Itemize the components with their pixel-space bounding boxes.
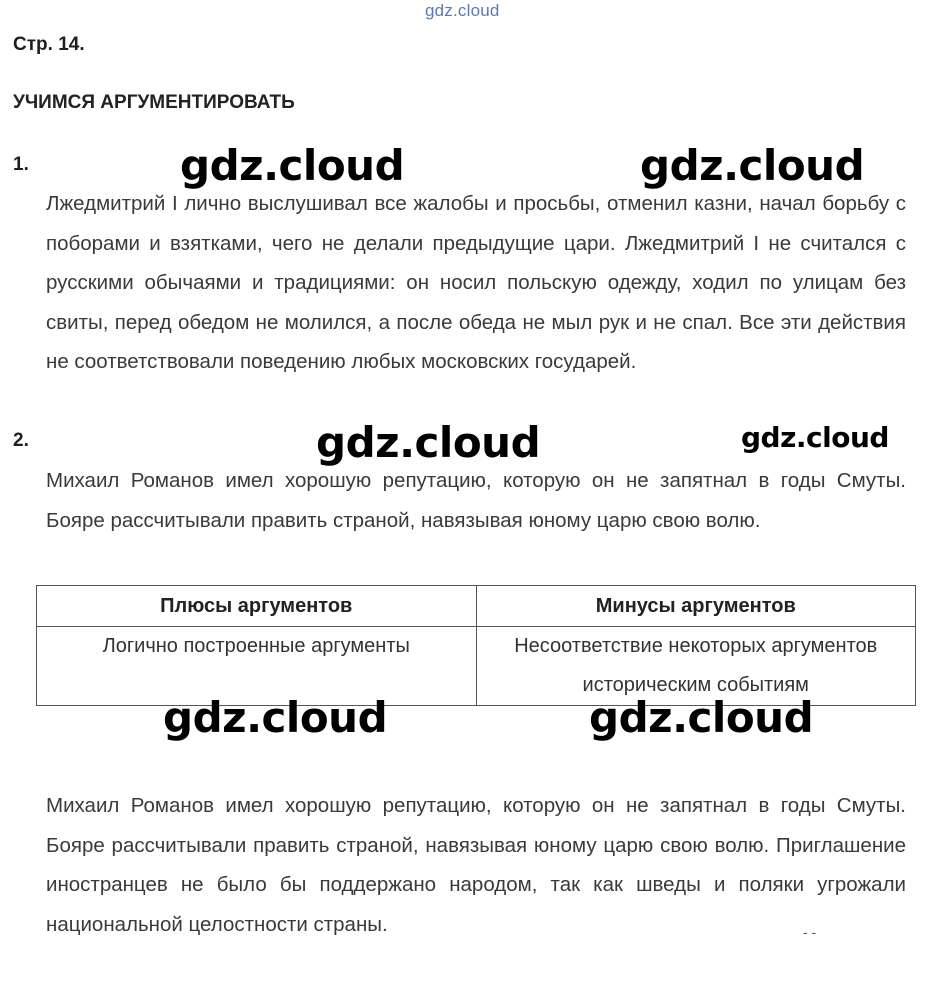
- footer-marks: - -: [803, 924, 817, 940]
- task-2-number: 2.: [13, 430, 29, 451]
- watermark: gdz.cloud: [741, 421, 889, 454]
- watermark: gdz.cloud: [180, 141, 405, 190]
- cons-cell: Несоответствие некоторых аргументов историческим событиям: [476, 627, 916, 706]
- top-watermark: gdz.cloud: [425, 1, 500, 20]
- task-2-text: Михаил Романов имел хорошую репутацию, которую он не запятнал в годы Смуты. Бояре рассчитывали править страной, навязывая юному царю свою волю.: [46, 469, 906, 532]
- task-1-number: 1.: [13, 154, 29, 175]
- cons-header: Минусы аргументов: [476, 586, 916, 627]
- arguments-table: [36, 585, 916, 706]
- pros-header: Плюсы аргументов: [37, 586, 477, 627]
- watermark: gdz.cloud: [640, 141, 865, 190]
- table-header-row: [37, 586, 916, 627]
- section-heading: УЧИМСЯ АРГУМЕНТИРОВАТЬ: [13, 92, 295, 113]
- watermark: gdz.cloud: [316, 418, 541, 467]
- pros-cell: Логично построенные аргументы: [37, 627, 477, 706]
- watermark: gdz.cloud: [589, 693, 814, 742]
- page-number: Стр. 14.: [13, 34, 85, 55]
- task-1-text: Лжедмитрий I лично выслушивал все жалобы и просьбы, отменил казни, начал борьбу с поборами и взятками, чего не делали предыдущие цари. Лжедмитрий I не считался с русскими обычаями и традициями: он носил польскую одежду, ходил по улицам без свиты, перед обедом не молился, а после обеда не мыл рук и не спал. Все эти действия не соответствовали поведению любых московских государей.: [46, 192, 906, 373]
- conclusion-text: Михаил Романов имел хорошую репутацию, которую он не запятнал в годы Смуты. Бояре рассчитывали править страной, навязывая юному царю свою волю. Приглашение иностранцев не было бы поддержано народом, так как шведы и поляки угрожали национальной целостности страны.: [46, 794, 906, 936]
- watermark: gdz.cloud: [163, 693, 388, 742]
